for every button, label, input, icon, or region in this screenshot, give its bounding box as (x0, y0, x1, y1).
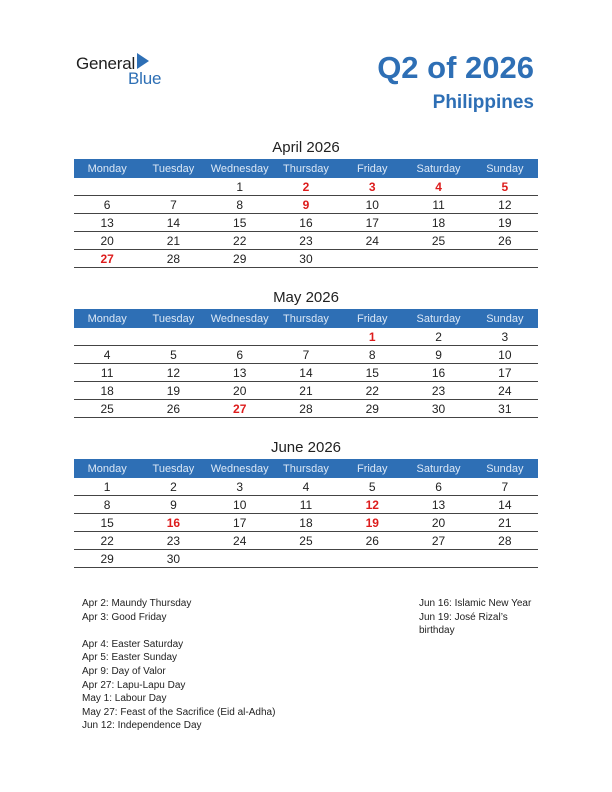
weekday-header: Friday (339, 159, 405, 178)
day-cell: 17 (472, 364, 538, 382)
day-cell: 5 (140, 346, 206, 364)
month-title: June 2026 (270, 439, 342, 456)
day-cell: 27 (405, 532, 471, 550)
holiday-day-cell: 5 (472, 178, 538, 196)
day-cell: 10 (472, 346, 538, 364)
day-cell: 25 (74, 400, 140, 418)
holiday-note: Apr 5: Easter Sunday (82, 652, 178, 664)
holiday-note: Apr 2: Maundy Thursday (82, 598, 192, 609)
day-cell: 11 (74, 364, 140, 382)
holiday-day-cell: 12 (339, 496, 405, 514)
day-cell: 15 (339, 364, 405, 382)
holiday-note: Jun 16: Islamic New Year (419, 598, 532, 609)
day-cell: 12 (140, 364, 206, 382)
day-cell: 13 (74, 214, 140, 232)
week-row (74, 514, 538, 532)
holiday-note: Apr 9: Day of Valor (82, 665, 166, 677)
day-cell: 5 (339, 478, 405, 496)
week-row (74, 196, 538, 214)
weekday-header: Sunday (472, 309, 538, 328)
day-cell: 7 (472, 478, 538, 496)
weekday-header: Tuesday (140, 159, 206, 178)
day-cell: 22 (207, 232, 273, 250)
weekday-header: Friday (339, 309, 405, 328)
holiday-day-cell: 3 (339, 178, 405, 196)
empty-day-cell (339, 250, 405, 268)
day-cell: 21 (273, 382, 339, 400)
day-cell: 18 (74, 382, 140, 400)
week-row (74, 496, 538, 514)
empty-day-cell (207, 328, 273, 346)
day-cell: 25 (405, 232, 471, 250)
holiday-day-cell: 27 (207, 400, 273, 418)
calendar-grid (74, 159, 538, 268)
day-cell: 6 (207, 346, 273, 364)
day-cell: 20 (74, 232, 140, 250)
day-cell: 25 (273, 532, 339, 550)
weekday-header: Monday (74, 459, 140, 478)
weekday-header: Wednesday (207, 159, 273, 178)
day-cell: 16 (273, 214, 339, 232)
day-cell: 29 (207, 250, 273, 268)
day-cell: 1 (74, 478, 140, 496)
week-row (74, 232, 538, 250)
day-cell: 19 (140, 382, 206, 400)
day-cell: 14 (472, 496, 538, 514)
logo-text-general: General (76, 54, 136, 73)
weekday-header: Monday (74, 309, 140, 328)
empty-day-cell (472, 550, 538, 568)
day-cell: 24 (472, 382, 538, 400)
week-row (74, 178, 538, 196)
weekday-header: Friday (339, 459, 405, 478)
empty-day-cell (405, 250, 471, 268)
day-cell: 21 (472, 514, 538, 532)
day-cell: 9 (405, 346, 471, 364)
empty-day-cell (207, 550, 273, 568)
calendar-grid (74, 309, 538, 418)
month-april (74, 137, 538, 268)
day-cell: 10 (339, 196, 405, 214)
day-cell: 14 (273, 364, 339, 382)
empty-day-cell (273, 328, 339, 346)
day-cell: 4 (74, 346, 140, 364)
holiday-list-left (82, 597, 275, 733)
logo-triangle-icon (137, 53, 149, 69)
month-may (74, 287, 538, 418)
week-row (74, 532, 538, 550)
day-cell: 14 (140, 214, 206, 232)
day-cell: 7 (273, 346, 339, 364)
page-title: Q2 of 2026 (377, 50, 534, 85)
holiday-note: May 27: Feast of the Sacrifice (Eid al-Adha) (82, 706, 276, 718)
holiday-day-cell: 16 (140, 514, 206, 532)
weekday-header: Saturday (405, 159, 471, 178)
week-row (74, 328, 538, 346)
day-cell: 1 (207, 178, 273, 196)
day-cell: 15 (74, 514, 140, 532)
week-row (74, 346, 538, 364)
day-cell: 30 (273, 250, 339, 268)
day-cell: 3 (207, 478, 273, 496)
day-cell: 23 (273, 232, 339, 250)
day-cell: 26 (140, 400, 206, 418)
week-row (74, 400, 538, 418)
weekday-header: Sunday (472, 159, 538, 178)
day-cell: 19 (472, 214, 538, 232)
day-cell: 20 (207, 382, 273, 400)
holiday-list-right (419, 597, 531, 638)
day-cell: 2 (405, 328, 471, 346)
day-cell: 12 (472, 196, 538, 214)
weekday-header: Sunday (472, 459, 538, 478)
empty-day-cell (405, 550, 471, 568)
day-cell: 15 (207, 214, 273, 232)
weekday-header: Tuesday (140, 459, 206, 478)
holiday-day-cell: 4 (405, 178, 471, 196)
day-cell: 20 (405, 514, 471, 532)
holiday-note: Apr 4: Easter Saturday (82, 638, 184, 650)
empty-day-cell (140, 178, 206, 196)
day-cell: 3 (472, 328, 538, 346)
holiday-note: Apr 3: Good Friday (82, 611, 167, 623)
day-cell: 28 (273, 400, 339, 418)
day-cell: 16 (405, 364, 471, 382)
day-cell: 11 (405, 196, 471, 214)
day-cell: 26 (472, 232, 538, 250)
day-cell: 23 (405, 382, 471, 400)
day-cell: 24 (207, 532, 273, 550)
day-cell: 26 (339, 532, 405, 550)
holiday-note: Apr 27: Lapu-Lapu Day (82, 679, 186, 691)
day-cell: 22 (74, 532, 140, 550)
holiday-note: May 1: Labour Day (82, 693, 167, 705)
empty-day-cell (339, 550, 405, 568)
day-cell: 8 (339, 346, 405, 364)
day-cell: 28 (472, 532, 538, 550)
day-cell: 6 (74, 196, 140, 214)
day-cell: 7 (140, 196, 206, 214)
day-cell: 2 (140, 478, 206, 496)
holiday-day-cell: 19 (339, 514, 405, 532)
weekday-header: Thursday (273, 159, 339, 178)
day-cell: 8 (207, 196, 273, 214)
day-cell: 9 (140, 496, 206, 514)
generalblue-logo (76, 52, 186, 92)
week-row (74, 382, 538, 400)
day-cell: 29 (339, 400, 405, 418)
day-cell: 17 (207, 514, 273, 532)
weekday-header: Saturday (405, 459, 471, 478)
day-cell: 13 (405, 496, 471, 514)
weekday-header: Wednesday (207, 459, 273, 478)
country-name: Philippines (432, 92, 534, 113)
day-cell: 8 (74, 496, 140, 514)
empty-day-cell (140, 328, 206, 346)
empty-day-cell (472, 250, 538, 268)
week-row (74, 214, 538, 232)
day-cell: 24 (339, 232, 405, 250)
week-row (74, 364, 538, 382)
weekday-header: Thursday (273, 459, 339, 478)
weekday-header: Wednesday (207, 309, 273, 328)
month-title: May 2026 (273, 289, 339, 306)
week-row (74, 478, 538, 496)
holiday-day-cell: 1 (339, 328, 405, 346)
day-cell: 30 (140, 550, 206, 568)
holiday-day-cell: 2 (273, 178, 339, 196)
day-cell: 18 (273, 514, 339, 532)
holiday-note (82, 624, 275, 638)
day-cell: 17 (339, 214, 405, 232)
day-cell: 23 (140, 532, 206, 550)
weekday-header: Tuesday (140, 309, 206, 328)
month-june (74, 437, 538, 568)
day-cell: 28 (140, 250, 206, 268)
empty-day-cell (74, 328, 140, 346)
week-row (74, 250, 538, 268)
day-cell: 21 (140, 232, 206, 250)
day-cell: 4 (273, 478, 339, 496)
holiday-day-cell: 9 (273, 196, 339, 214)
day-cell: 6 (405, 478, 471, 496)
empty-day-cell (273, 550, 339, 568)
weekday-header: Thursday (273, 309, 339, 328)
month-title: April 2026 (272, 139, 340, 156)
calendar-grid (74, 459, 538, 568)
holiday-note: Jun 19: José Rizal’s (419, 611, 508, 623)
day-cell: 10 (207, 496, 273, 514)
day-cell: 29 (74, 550, 140, 568)
day-cell: 11 (273, 496, 339, 514)
holiday-note: birthday (419, 625, 455, 637)
weekday-header: Saturday (405, 309, 471, 328)
day-cell: 22 (339, 382, 405, 400)
weekday-header: Monday (74, 159, 140, 178)
holiday-day-cell: 27 (74, 250, 140, 268)
day-cell: 30 (405, 400, 471, 418)
day-cell: 13 (207, 364, 273, 382)
week-row (74, 550, 538, 568)
empty-day-cell (74, 178, 140, 196)
logo-text-blue: Blue (128, 69, 162, 88)
day-cell: 31 (472, 400, 538, 418)
day-cell: 18 (405, 214, 471, 232)
holiday-note: Jun 12: Independence Day (82, 720, 202, 732)
